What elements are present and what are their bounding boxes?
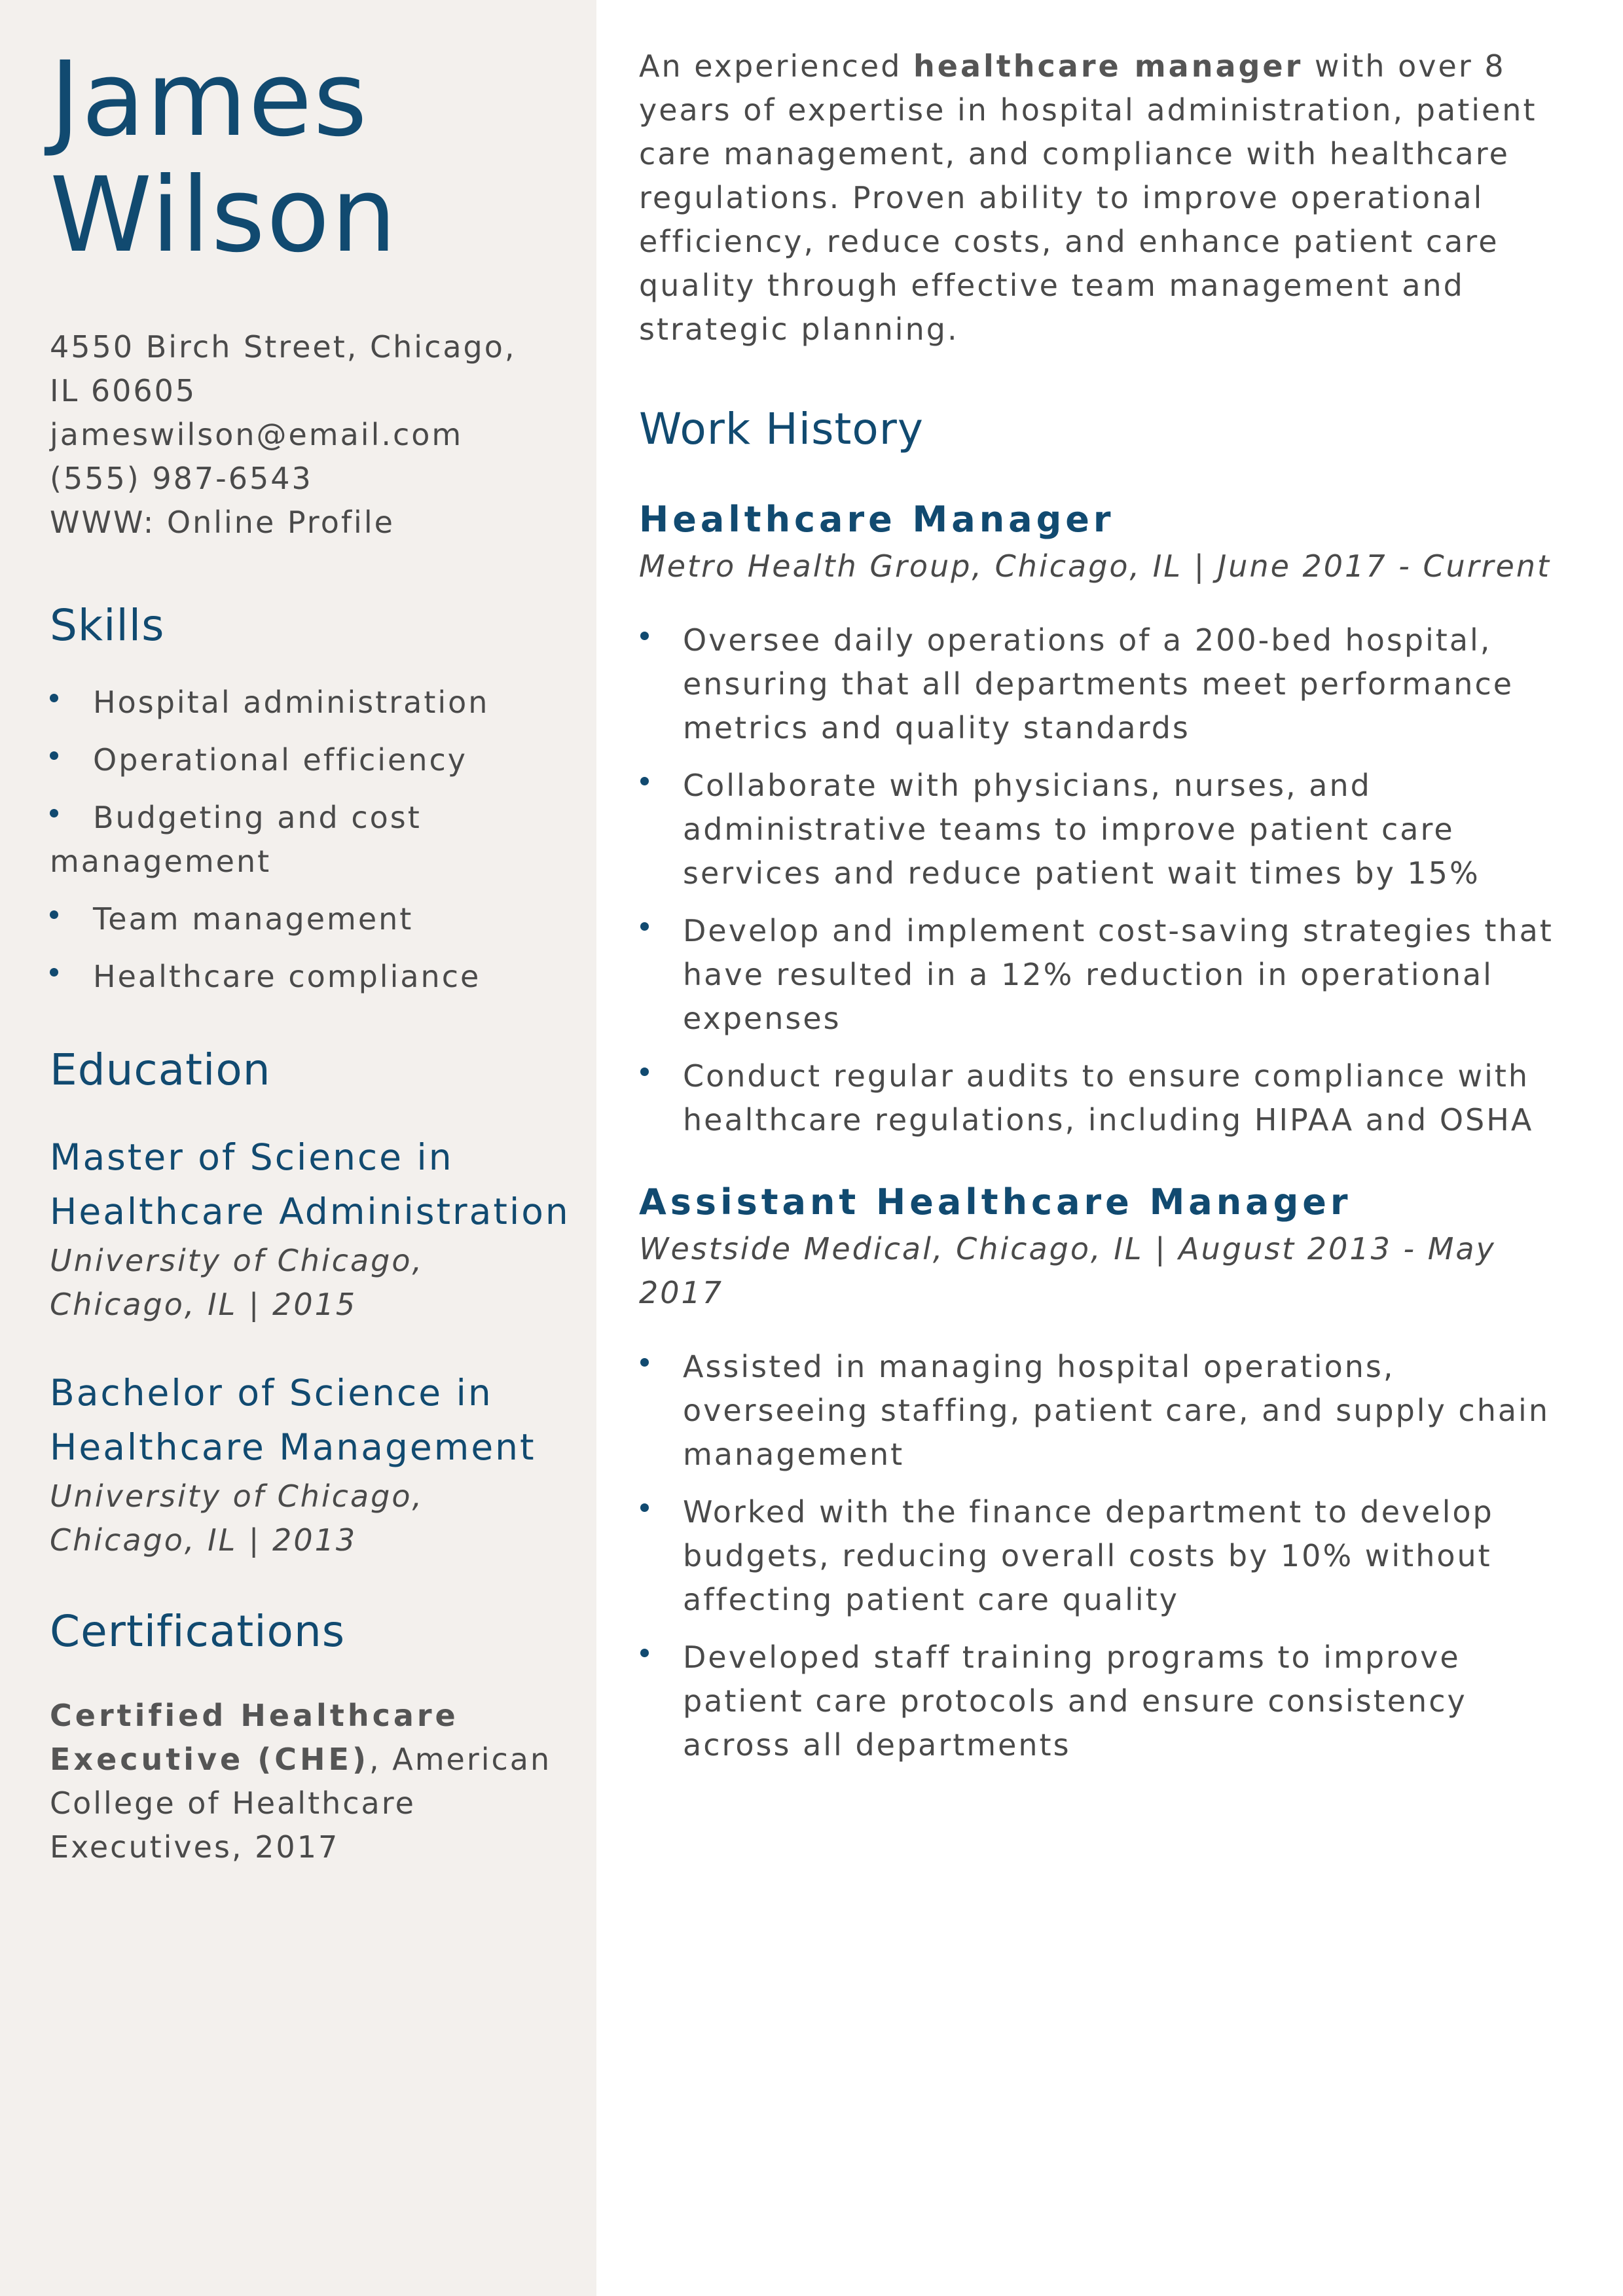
bullet-icon [640, 922, 649, 931]
bullet-icon [50, 694, 58, 702]
duty-text: Collaborate with physicians, nurses, and administrative teams to improve patient care services and reduce patient wait times by 15% [683, 768, 1480, 891]
duty-text: Developed staff training programs to improve patient care protocols and ensure consistency across all departments [683, 1640, 1467, 1763]
duty-text: Oversee daily operations of a 200-bed hospital, ensuring that all departments meet performance metrics and quality standards [683, 622, 1514, 745]
summary-rest: with over 8 years of expertise in hospital administration, patient care management, and compliance with healthcare regulations. Proven ability to improve operational efficiency, reduce costs, and enhance patient care quality through effective team management and strategic planning. [639, 48, 1537, 347]
job-meta: Westside Medical, Chicago, IL | August 2013 - May 2017 [639, 1231, 1496, 1310]
duty-list [639, 1345, 1585, 1767]
certifications-heading: Certifications [50, 1606, 346, 1657]
school-info: University of Chicago, Chicago, IL | 2013 [50, 1479, 424, 1558]
professional-summary [639, 45, 1585, 351]
sidebar [0, 0, 596, 2296]
bullet-icon [50, 910, 58, 919]
candidate-name [50, 39, 574, 276]
duty-item [639, 1054, 1585, 1142]
duty-text: Worked with the finance department to develop budgets, reducing overall costs by 10% without affecting patient care quality [683, 1494, 1494, 1617]
bullet-icon [50, 809, 58, 817]
address-line-1: 4550 Birch Street, Chicago, [50, 329, 517, 365]
job-entry [639, 1176, 1585, 1767]
skill-item [50, 738, 574, 782]
duty-item [639, 764, 1585, 895]
address-line-2: IL 60605 [50, 373, 197, 408]
sidebar-content [50, 39, 574, 1869]
education-heading: Education [50, 1045, 271, 1095]
education-entry [50, 1130, 574, 1327]
job-entry [639, 493, 1585, 1142]
duty-text: Conduct regular audits to ensure compliance with healthcare regulations, including HIPAA and OSHA [683, 1058, 1534, 1138]
duty-item [639, 619, 1585, 750]
bullet-icon [640, 1067, 649, 1076]
certification-detail: , American College of Healthcare Executives, 2017 [50, 1742, 552, 1865]
skill-item [50, 681, 574, 725]
job-meta: Metro Health Group, Chicago, IL | June 2017 - Current [639, 548, 1552, 584]
duty-text: Develop and implement cost-saving strategies that have resulted in a 12% reduction in operational expenses [683, 913, 1554, 1036]
summary-highlight: healthcare manager [913, 48, 1304, 84]
first-name: James [50, 39, 369, 160]
main-content [639, 45, 1585, 1781]
skills-heading: Skills [50, 600, 165, 651]
bullet-icon [50, 968, 58, 977]
bullet-icon [50, 751, 58, 760]
certification-entry [50, 1694, 574, 1869]
job-title: Assistant Healthcare Manager [639, 1181, 1352, 1223]
bullet-icon [640, 777, 649, 785]
skill-item [50, 897, 574, 941]
skill-label: Team management [93, 901, 414, 937]
duty-item [639, 909, 1585, 1041]
summary-intro: An experienced [639, 48, 914, 84]
bullet-icon [640, 632, 649, 640]
last-name: Wilson [50, 155, 398, 276]
skill-label: Operational efficiency [93, 742, 468, 778]
skill-item [50, 796, 574, 884]
certification-name: Certified Healthcare Executive (CHE) [50, 1698, 459, 1777]
bullet-icon [640, 1649, 649, 1657]
website-link: WWW: Online Profile [50, 505, 395, 540]
skill-label: Budgeting and cost management [50, 800, 422, 879]
duty-text: Assisted in managing hospital operations, overseeing staffing, patient care, and supply chain management [683, 1349, 1550, 1472]
phone-number: (555) 987-6543 [50, 461, 313, 496]
duty-list [639, 619, 1585, 1142]
duty-item [639, 1636, 1585, 1767]
bullet-icon [640, 1358, 649, 1367]
duty-item [639, 1490, 1585, 1622]
skills-list [50, 681, 574, 999]
skill-item [50, 955, 574, 999]
school-info: University of Chicago, Chicago, IL | 2015 [50, 1243, 424, 1322]
degree-title: Bachelor of Science in Healthcare Management [50, 1372, 536, 1468]
skill-label: Healthcare compliance [93, 959, 481, 994]
contact-block [50, 325, 574, 545]
bullet-icon [640, 1503, 649, 1512]
education-entry [50, 1366, 574, 1562]
work-history-heading: Work History [639, 404, 924, 454]
degree-title: Master of Science in Healthcare Administration [50, 1136, 570, 1232]
job-title: Healthcare Manager [639, 499, 1115, 540]
duty-item [639, 1345, 1585, 1477]
skill-label: Hospital administration [93, 685, 490, 720]
email-address: jameswilson@email.com [50, 417, 464, 452]
